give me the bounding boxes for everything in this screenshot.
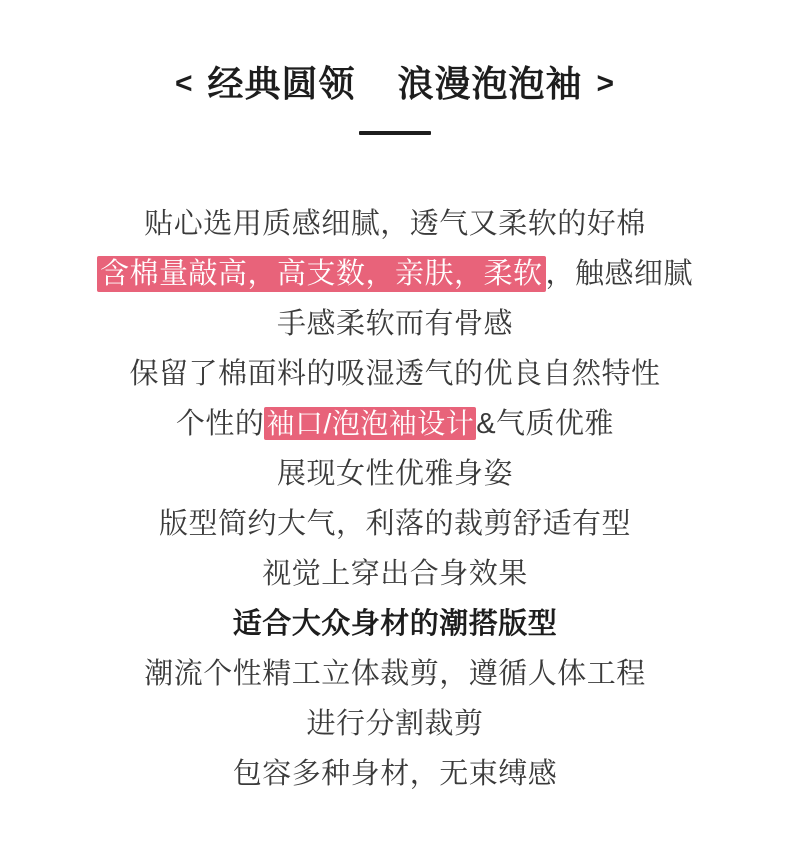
left-bracket-decoration: < (174, 66, 194, 100)
line-3-text: 手感柔软而有骨感 (276, 308, 513, 341)
description-body (0, 199, 790, 799)
page-title-part2: 浪漫泡泡袖 (397, 63, 583, 104)
line-6-text: 展现女性优雅身姿 (276, 458, 513, 491)
right-bracket-decoration: > (596, 66, 616, 100)
title-underline-divider (359, 131, 431, 135)
line-5-highlight: 袖口/泡泡袖设计 (266, 408, 475, 440)
description-line-10 (0, 649, 790, 699)
line-1-text: 贴心选用质感细腻，透气又柔软的好棉 (144, 208, 646, 241)
line-5-text-after: &气质优雅 (476, 408, 615, 441)
description-line-7 (0, 499, 790, 549)
description-line-4 (0, 349, 790, 399)
description-line-2 (0, 249, 790, 299)
line-10-text: 潮流个性精工立体裁剪，遵循人体工程 (144, 658, 646, 691)
description-line-5 (0, 399, 790, 449)
line-5-text-before: 个性的 (175, 408, 265, 441)
line-11-text: 进行分割裁剪 (306, 708, 484, 741)
description-line-12 (0, 749, 790, 799)
description-line-1 (0, 199, 790, 249)
description-line-8 (0, 549, 790, 599)
description-line-6 (0, 449, 790, 499)
page-title-block (175, 62, 615, 135)
description-line-11 (0, 699, 790, 749)
line-7-text: 版型简约大气，利落的裁剪舒适有型 (158, 508, 631, 541)
description-line-9 (0, 599, 790, 649)
line-12-text: 包容多种身材，无束缚感 (232, 758, 558, 791)
line-9-text: 适合大众身材的潮搭版型 (232, 608, 558, 641)
line-4-text: 保留了棉面料的吸湿透气的优良自然特性 (129, 358, 661, 391)
page-title-part1: 经典圆领 (207, 63, 356, 104)
line-8-text: 视觉上穿出合身效果 (262, 558, 528, 591)
description-line-3 (0, 299, 790, 349)
line-2-text: ，触感细腻 (545, 258, 694, 291)
page-title (175, 62, 615, 105)
line-2-highlight: 含棉量敲高，高支数，亲肤，柔软 (97, 256, 546, 292)
